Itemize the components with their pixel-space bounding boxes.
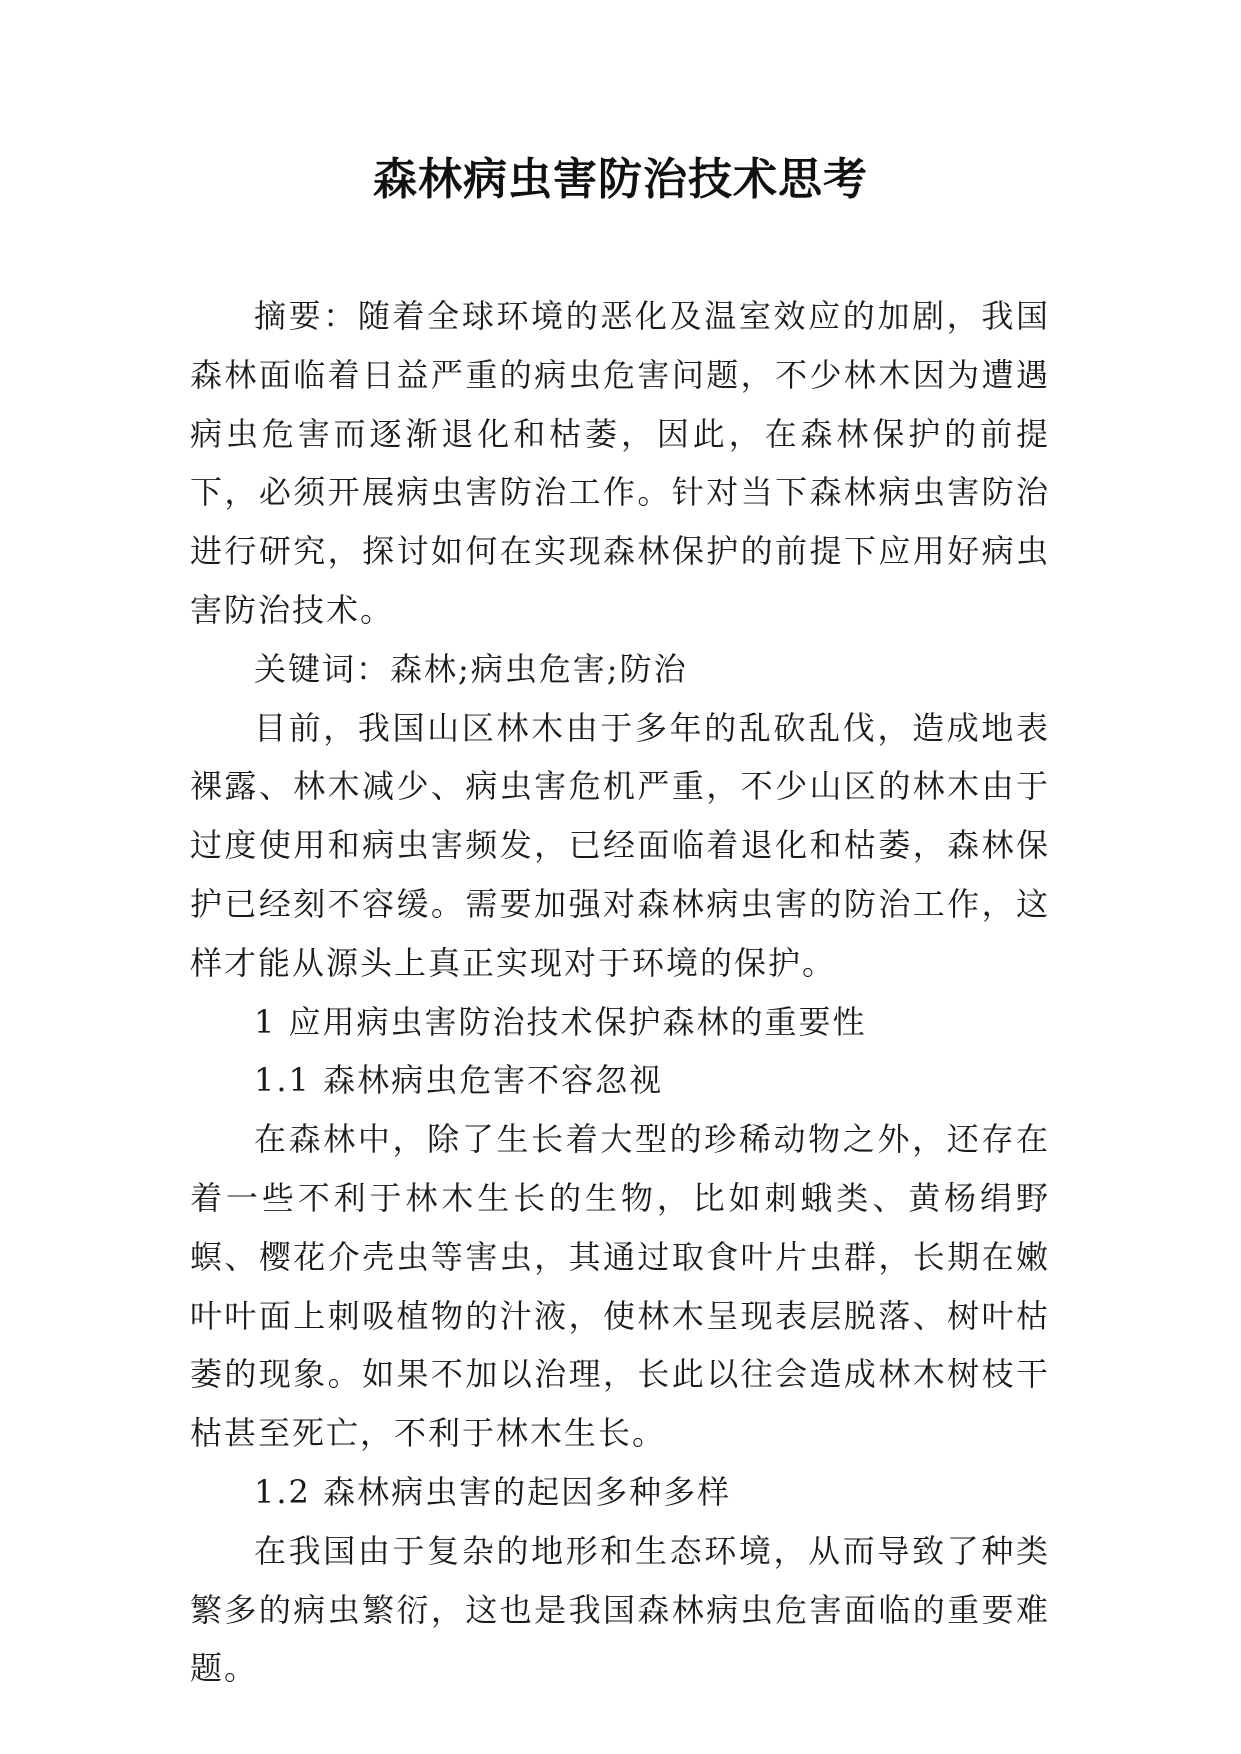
subsection-heading-1-2: 1.2 森林病虫害的起因多种多样	[254, 1472, 732, 1511]
section-heading-1: 1 应用病虫害防治技术保护森林的重要性	[254, 1002, 867, 1041]
intro-paragraph: 目前，我国山区林木由于多年的乱砍乱伐，造成地表裸露、林木减少、病虫害危机严重，不少山区的林木由于过度使用和病虫害频发，已经面临着退化和枯萎，森林保护已经刻不容缓。需要加强对森林病虫害的防治工作，这样才能从源头上真正实现对于环境的保护。	[190, 708, 1050, 982]
abstract-paragraph: 摘要：随着全球环境的恶化及温室效应的加剧，我国森林面临着日益严重的病虫危害问题，不少林木因为遭遇病虫危害而逐渐退化和枯萎，因此，在森林保护的前提下，必须开展病虫害防治工作。针对当下森林病虫害防治进行研究，探讨如何在实现森林保护的前提下应用好病虫害防治技术。	[190, 297, 1050, 629]
document-title: 森林病虫害防治技术思考	[373, 154, 868, 205]
body-paragraph: 在我国由于复杂的地形和生态环境，从而导致了种类繁多的病虫繁衍，这也是我国森林病虫危害面临的重要难题。	[190, 1531, 1050, 1688]
keywords-paragraph: 关键词：森林;病虫危害;防治	[254, 649, 688, 688]
subsection-heading-1-1: 1.1 森林病虫危害不容忽视	[254, 1061, 664, 1100]
document-body	[190, 287, 1050, 1698]
body-paragraph: 在森林中，除了生长着大型的珍稀动物之外，还存在着一些不利于林木生长的生物，比如刺蛾类、黄杨绢野螟、樱花介壳虫等害虫，其通过取食叶片虫群，长期在嫩叶叶面上刺吸植物的汁液，使林木呈现表层脱落、树叶枯萎的现象。如果不加以治理，长此以往会造成林木树枝干枯甚至死亡，不利于林木生长。	[190, 1120, 1050, 1453]
